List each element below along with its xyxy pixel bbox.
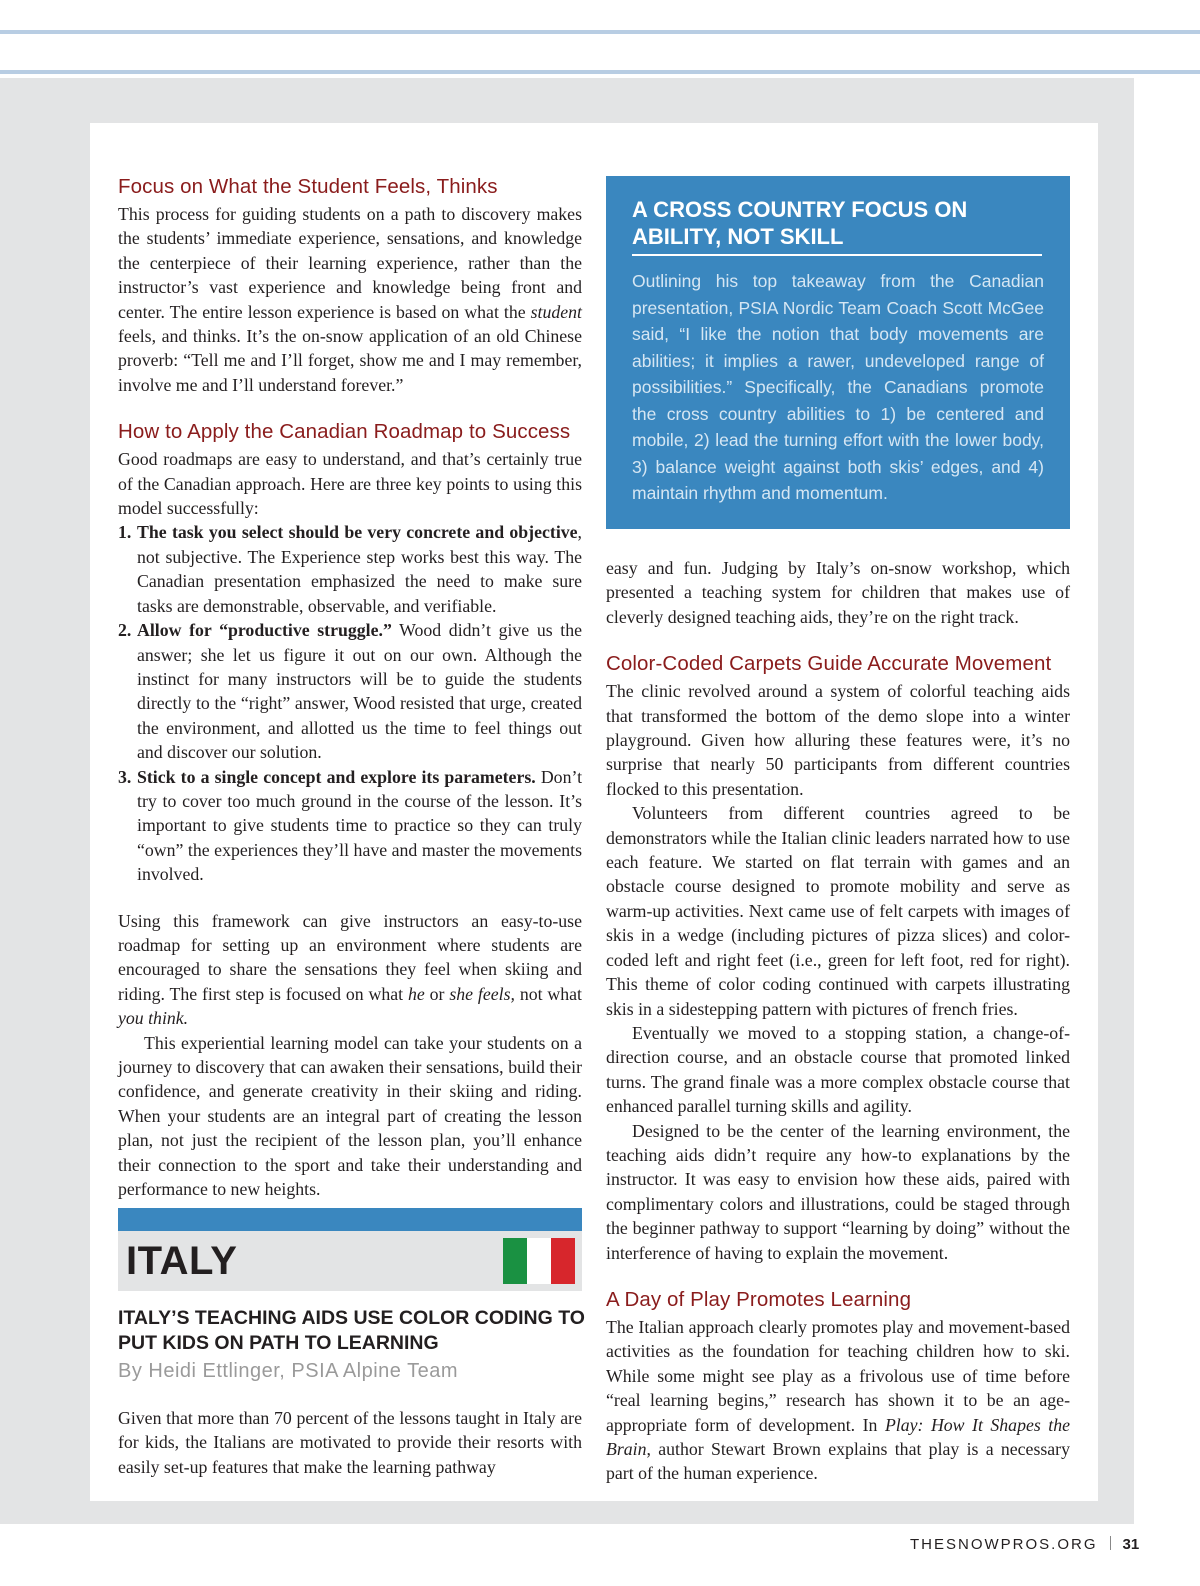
top-rule	[0, 70, 1200, 74]
text: This process for guiding students on a path to discovery makes the students’ immediate experience, sensations, and knowledge the centerpiece of their learning experience, rather than the instructor’s vast experience and knowledge being front and center. The entire lesson experience is based on what the	[118, 204, 582, 322]
key-points-list	[118, 520, 582, 886]
list-item-lead: Allow for “productive struggle.”	[137, 620, 392, 641]
country-label: ITALY	[126, 1239, 238, 1283]
paragraph	[118, 909, 582, 1031]
sidebar-body: Outlining his top takeaway from the Canadian presentation, PSIA Nordic Team Coach Scott McGee said, “I like the notion that body movements are abilities; it implies a rawer, undeveloped range of possibilities.” Specifically, the Canadians promote the cross country abilities to 1) be centered and mobile, 2) lead the turning effort with the lower body, 3) balance weight against both skis’ edges, and 4) maintain rhythm and momentum.	[632, 271, 1044, 503]
list-number: 1.	[118, 522, 132, 543]
paragraph: This experiential learning model can take your students on a journey to discovery that can awaken their sensations, build their confidence, and generate creativity in their skiing and riding. When your students are an integral part of creating the lesson plan, not just the recipient of the lesson plan, you’ll enhance their connection to the sport and take their understanding and performance to new heights.	[118, 1032, 582, 1200]
page-number: 31	[1122, 1536, 1140, 1553]
byline: By Heidi Ettlinger, PSIA Alpine Team	[118, 1360, 459, 1382]
text: or	[424, 983, 450, 1004]
section-heading: A Day of Play Promotes Learning	[606, 1287, 912, 1311]
text: , author Stewart Brown explains that play is a necessary part of the human experience.	[606, 1439, 1070, 1484]
list-item-lead: The task you select should be very concrete and objective	[137, 522, 578, 543]
flag-stripe-white	[527, 1238, 551, 1284]
paragraph	[118, 202, 582, 397]
list-item-text: Wood didn’t give us the answer; she let us figure it out on our own. Although the instinct for many instructors will be to guide the students directly to the “right” answer, Wood resisted that urge, created the environment, and allotted us the time to feel things out and discover our solution.	[137, 620, 582, 763]
italy-flag-icon	[503, 1238, 575, 1284]
paragraph: Volunteers from different countries agreed to be demonstrators while the Italian clinic leaders narrated how to use each feature. We started on flat terrain with games and an obstacle course designed to promote mobility and serve as warm-up activities. Next came use of felt carpets with images of skis in a wedge (including pictures of pizza slices) and color-coded left and right feet (i.e., green for left foot, red for right). This theme of color coding continued with carpets illustrating skis in a sidestepping pattern with pictures of french fries.	[606, 803, 1070, 1019]
list-item-text: Don’t try to cover too much ground in the course of the lesson. It’s important to give students time to practice so they can truly “own” the experiences they’ll have and master the movements involved.	[137, 766, 583, 885]
left-column	[118, 174, 582, 1201]
paragraph: Eventually we moved to a stopping station, a change-of-direction course, and an obstacle course that promoted linked turns. The grand finale was a more complex obstacle course that enhanced parallel turning skills and agility.	[606, 1022, 1070, 1117]
flag-stripe-red	[551, 1238, 575, 1284]
flag-stripe-green	[503, 1238, 527, 1284]
paragraph: easy and fun. Judging by Italy’s on-snow workshop, which presented a teaching system for children that makes use of cleverly designed teaching aids, they’re on the right track.	[606, 558, 1070, 627]
right-column	[606, 556, 1070, 1486]
section-color-bar	[118, 1208, 582, 1231]
article-headline: ITALY’S TEACHING AIDS USE COLOR CODING TO PUT KIDS ON PATH TO LEARNING	[118, 1307, 585, 1354]
list-item-text: , not subjective. The Experience step works best this way. The Canadian presentation emphasized the need to make sure tasks are demonstrable, observable, and verifiable.	[137, 522, 582, 616]
country-banner	[118, 1231, 582, 1291]
list-item	[118, 618, 582, 764]
list-item	[118, 520, 582, 618]
paragraph: The clinic revolved around a system of colorful teaching aids that transformed the bottom of the demo slope into a winter playground. Given how alluring these features were, it’s no surprise that nearly 50 participants from different countries flocked to this presentation.	[606, 681, 1070, 799]
list-number: 2.	[118, 620, 132, 641]
emphasis: you think.	[118, 1008, 189, 1029]
emphasis: student	[530, 301, 582, 322]
sidebar-title: A CROSS COUNTRY FOCUS ON ABILITY, NOT SKILL	[632, 196, 1042, 256]
footer-divider	[1110, 1536, 1111, 1550]
emphasis: she feels,	[449, 983, 515, 1004]
paragraph: Given that more than 70 percent of the lessons taught in Italy are for kids, the Italians are motivated to provide their resorts with easily set-up features that make the learning pathway	[118, 1408, 582, 1477]
paragraph: Designed to be the center of the learning environment, the teaching aids didn’t require any how-to explanations by the instructor. It was easy to envision how these aids, paired with complimentary colors and illustrations, could be staged through the beginner pathway to support “learning by doing” without the interference of having to explain the movement.	[606, 1120, 1070, 1263]
text: Using this framework can give instructors an easy-to-use roadmap for setting up an environment where students are encouraged to share the sensations they feel when skiing and riding. The first step is focused on what	[118, 910, 582, 1004]
section-heading: Focus on What the Student Feels, Thinks	[118, 175, 498, 198]
paragraph: Good roadmaps are easy to understand, and that’s certainly true of the Canadian approach. Here are three key points to using this model successfully:	[118, 449, 582, 519]
list-item	[118, 765, 582, 887]
section-heading: How to Apply the Canadian Roadmap to Success	[118, 420, 571, 444]
section-heading: Color-Coded Carpets Guide Accurate Movement	[606, 652, 1052, 676]
list-number: 3.	[118, 766, 132, 787]
emphasis: he	[408, 983, 425, 1004]
text: feels, and thinks. It’s the on-snow application of an old Chinese proverb: “Tell me and I’ll forget, show me and I may remember, involve me and I’ll understand forever.”	[118, 326, 582, 395]
sidebar-box	[606, 176, 1070, 529]
text: not what	[514, 983, 582, 1004]
paragraph	[606, 1315, 1070, 1486]
book-title: Play: How It Shapes the Brain	[606, 1414, 1070, 1459]
article-intro	[118, 1406, 582, 1479]
top-rule	[0, 30, 1200, 34]
site-url: THESNOWPROS.ORG	[910, 1536, 1098, 1553]
text: The Italian approach clearly promotes play and movement-based activities as the foundation for teaching children how to ski. While some might see play as a frivolous use of time before “real learning begins,” research has shown it to be an age-appropriate form of development. In	[606, 1316, 1070, 1435]
list-item-lead: Stick to a single concept and explore its parameters.	[137, 766, 536, 787]
page-footer	[910, 1536, 1139, 1553]
